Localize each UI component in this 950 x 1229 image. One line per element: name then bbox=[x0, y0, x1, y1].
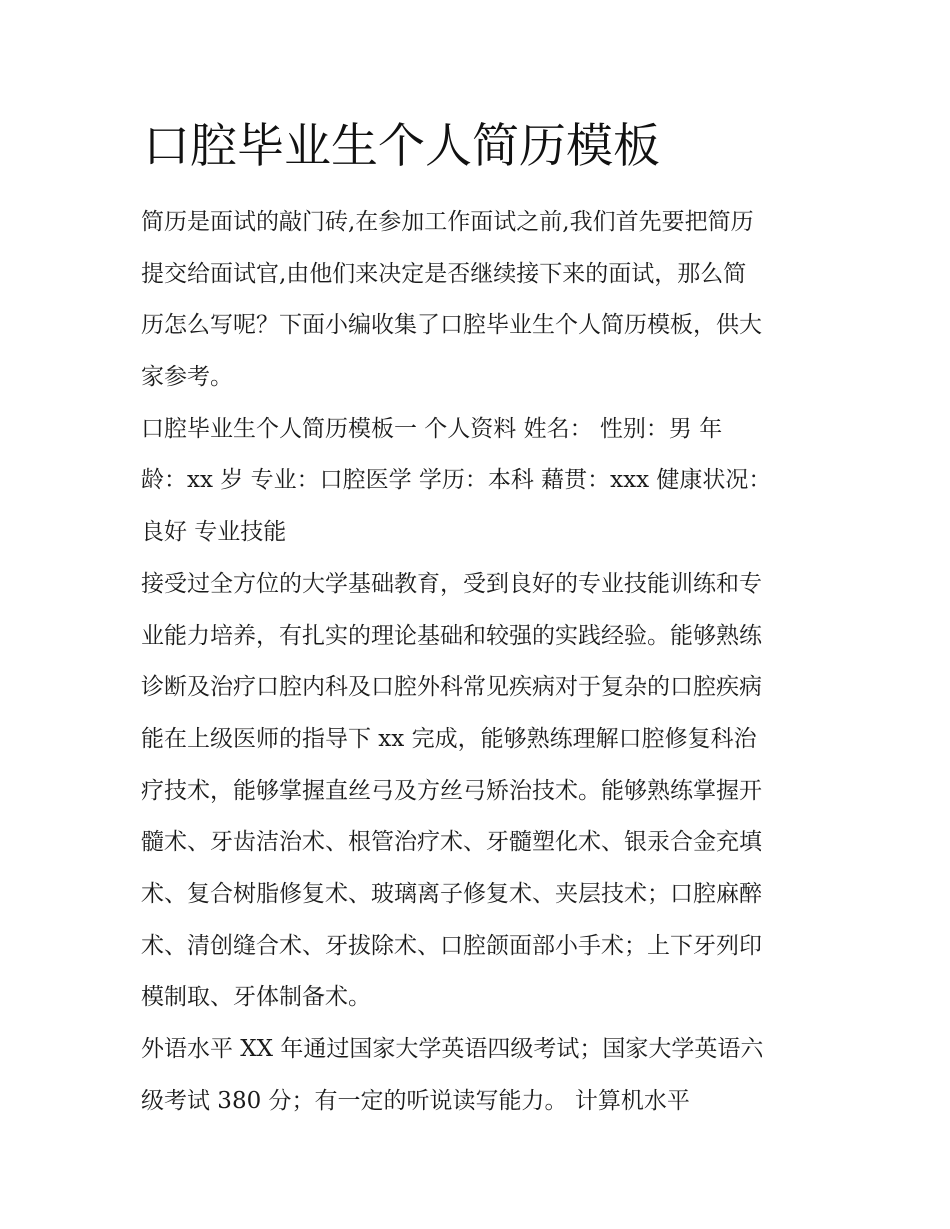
text-line: 业能力培养，有扎实的理论基础和较强的实践经验。能够熟练 bbox=[141, 622, 762, 649]
text-line: 良好 专业技能 bbox=[141, 519, 287, 546]
intro-paragraph bbox=[141, 197, 817, 404]
text-line: 术、复合树脂修复术、玻璃离子修复术、夹层技术；口腔麻醉 bbox=[141, 880, 762, 907]
document-title: 口腔毕业生个人简历模板 bbox=[143, 119, 660, 174]
text-line: 外语水平 XX 年通过国家大学英语四级考试；国家大学英语六 bbox=[141, 1036, 764, 1062]
text-line: 接受过全方位的大学基础教育，受到良好的专业技能训练和专 bbox=[141, 570, 762, 597]
skills-paragraph bbox=[141, 559, 817, 1024]
text-line: 龄：xx 岁 专业：口腔医学 学历：本科 藉贯：xxx 健康状况： bbox=[141, 467, 772, 494]
text-line: 髓术、牙齿洁治术、根管治疗术、牙髓塑化术、银汞合金充填 bbox=[141, 829, 762, 856]
text-line: 口腔毕业生个人简历模板一 个人资料 姓名： 性别：男 年 bbox=[141, 415, 723, 442]
text-line: 简历是面试的敲门砖,在参加工作面试之前,我们首先要把简历 bbox=[141, 209, 754, 235]
text-line: 能在上级医师的指导下 xx 完成，能够熟练理解口腔修复科治 bbox=[141, 725, 757, 752]
text-line: 术、清创缝合术、牙拔除术、口腔颌面部小手术；上下牙列印 bbox=[141, 932, 762, 959]
text-line: 提交给面试官,由他们来决定是否继续接下来的面试，那么简 bbox=[141, 260, 747, 287]
text-line: 诊断及治疗口腔内科及口腔外科常见疾病对于复杂的口腔疾病 bbox=[141, 674, 762, 701]
text-line: 历怎么写呢？下面小编收集了口腔毕业生个人简历模板，供大 bbox=[141, 312, 762, 339]
language-paragraph bbox=[141, 1024, 817, 1127]
text-line: 疗技术，能够掌握直丝弓及方丝弓矫治技术。能够熟练掌握开 bbox=[141, 777, 762, 804]
personal-info-paragraph bbox=[141, 404, 817, 559]
text-line: 家参考。 bbox=[141, 364, 233, 391]
document-body bbox=[141, 197, 817, 1127]
text-line: 模制取、牙体制备术。 bbox=[141, 984, 371, 1011]
text-line: 级考试 380 分；有一定的听说读写能力。 计算机水平 bbox=[141, 1087, 690, 1114]
